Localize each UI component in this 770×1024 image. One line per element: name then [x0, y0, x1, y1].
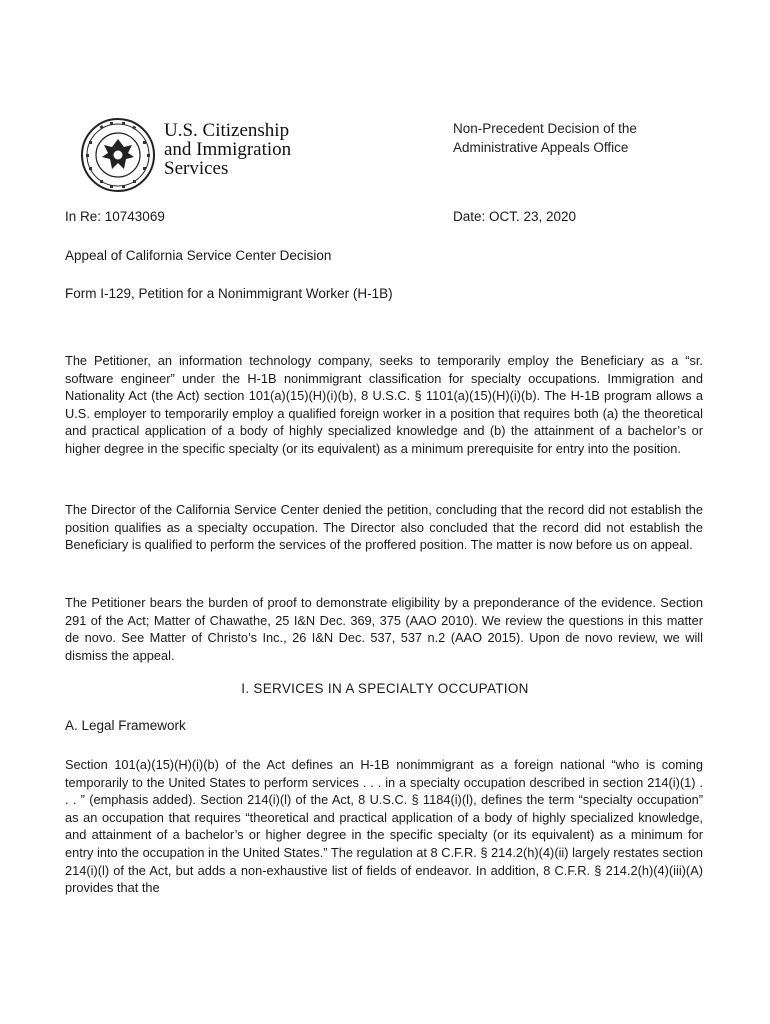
appeal-line: Appeal of California Service Center Decision — [65, 248, 332, 263]
form-line: Form I-129, Petition for a Nonimmigrant Worker (H-1B) — [65, 286, 393, 301]
paragraph-burden: The Petitioner bears the burden of proof to demonstrate eligibility by a preponderance of the evidence. Section 291 of the Act; Matter of Chawathe, 25 I&N Dec. 369, 375 (AAO 2010). We review the questions in this matter de novo. See Matter of Christo’s Inc., 26 I&N Dec. 537, 537 n.2 (AAO 2015). Upon de novo review, we will dismiss the appeal. — [65, 595, 703, 663]
in-re-number: In Re: 10743069 — [65, 209, 165, 224]
agency-line-2: and Immigration — [164, 139, 292, 160]
section-heading: I. SERVICES IN A SPECIALTY OCCUPATION — [241, 681, 529, 696]
subheading: A. Legal Framework — [65, 718, 186, 733]
agency-line-1: U.S. Citizenship — [164, 120, 290, 141]
agency-line-3: Services — [164, 158, 229, 179]
paragraph-director: The Director of the California Service Center denied the petition, concluding that the record did not establish the position qualifies as a specialty occupation. The Director also concluded that the record did not establish the Beneficiary is qualified to perform the services of the proffered position. The matter is now before us on appeal. — [65, 502, 703, 553]
office-line-2: Administrative Appeals Office — [453, 140, 629, 155]
decision-date: Date: OCT. 23, 2020 — [453, 209, 577, 224]
paragraph-legal-framework: Section 101(a)(15)(H)(i)(b) of the Act defines an H-1B nonimmigrant as a foreign national “who is coming temporarily to the United States to perform services . . . in a specialty occupation described in section 214(i)(1) . . . ” (emphasis added). Section 214(i)(l) of the Act, 8 U.S.C. § 1184(i)(l), defines the term “specialty occupation” as an occupation that requires “theoretical and practical application of a body of highly specialized knowledge, and attainment of a bachelor’s or higher degree in the specific specialty (or its equivalent) as a minimum for entry into the occupation in the United States.” The regulation at 8 C.F.R. § 214.2(h)(4)(ii) largely restates section 214(i)(l) of the Act, but adds a non-exhaustive list of fields of endeavor. In addition, 8 C.F.R. § 214.2(h)(4)(iii)(A) provides that the — [65, 757, 703, 896]
office-title — [453, 119, 637, 157]
dhs-seal-icon — [80, 117, 156, 193]
agency-name — [164, 121, 291, 178]
paragraph-intro: The Petitioner, an information technology company, seeks to temporarily employ the Beneficiary as a “sr. software engineer” under the H-1B nonimmigrant classification for specialty occupations. Immigration and Nationality Act (the Act) section 101(a)(15)(H)(i)(b), 8 U.S.C. § 1101(a)(15)(H)(i)(b). The H-1B program allows a U.S. employer to temporarily employ a qualified foreign worker in a position that requires both (a) the theoretical and practical application of a body of highly specialized knowledge and (b) the attainment of a bachelor’s or higher degree in the specific specialty (or its equivalent) as a minimum prerequisite for entry into the position. — [65, 353, 703, 456]
office-line-1: Non-Precedent Decision of the — [453, 121, 637, 136]
